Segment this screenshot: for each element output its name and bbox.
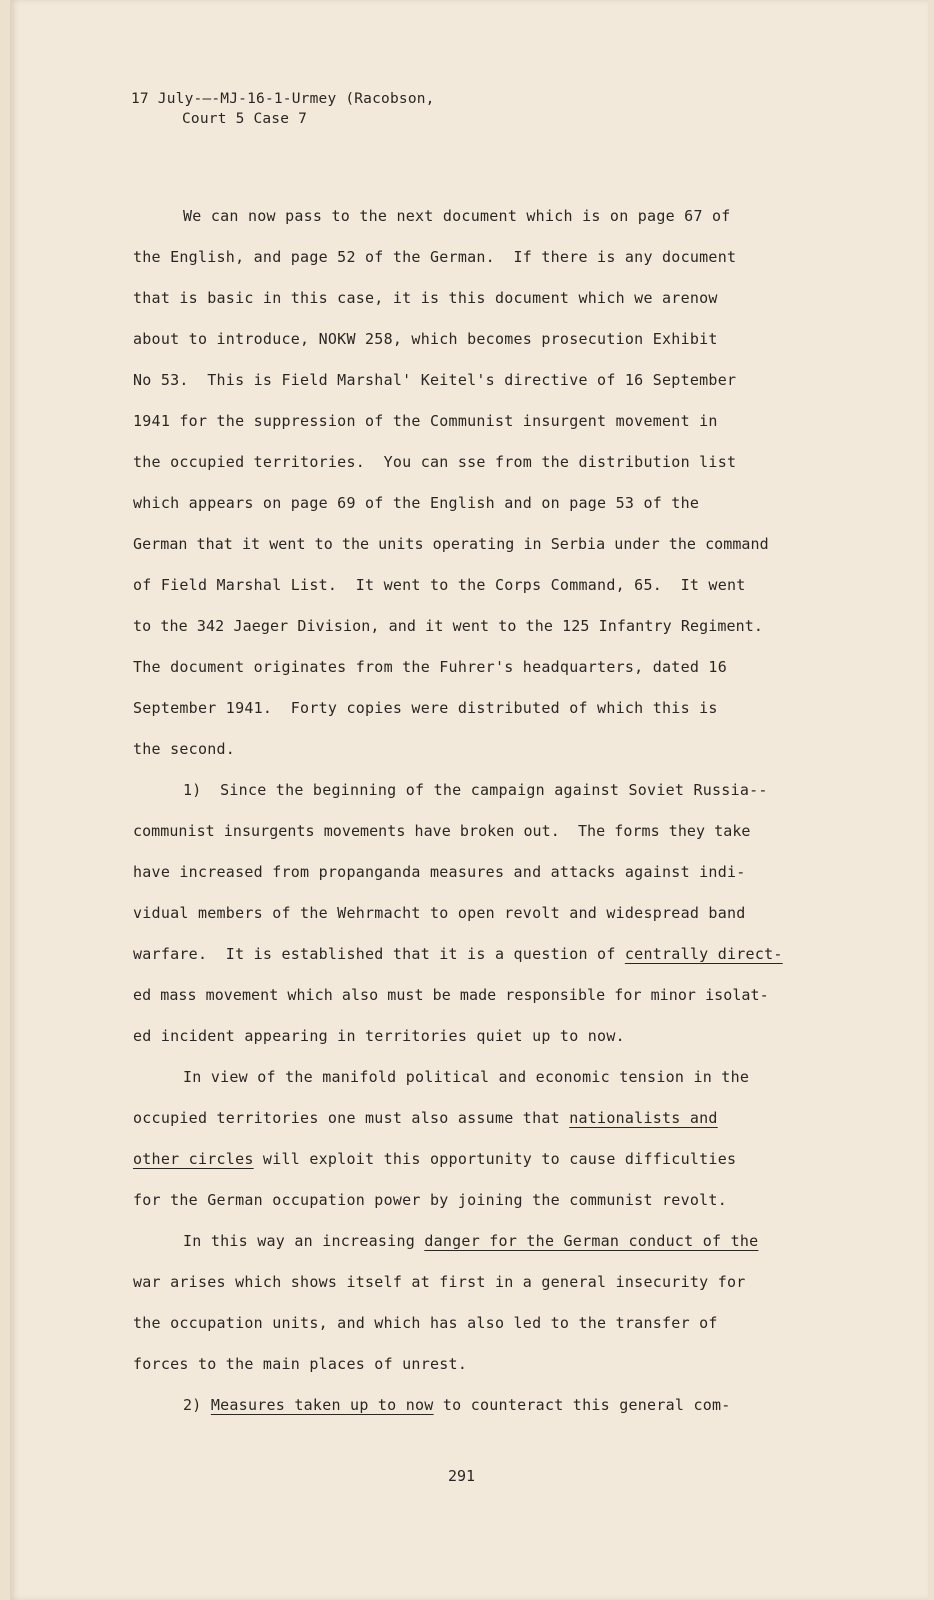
body-line: The document originates from the Fuhrer's headquarters, dated 16 xyxy=(133,658,727,676)
body-text: will exploit this opportunity to cause difficulties xyxy=(253,1150,737,1168)
header-line-2: Court 5 Case 7 xyxy=(182,111,308,127)
header-line-1: 17 July-–-MJ-16-1-Urmey (Racobson, xyxy=(131,91,435,107)
body-line xyxy=(183,1396,731,1414)
underlined-text: nationalists and xyxy=(569,1109,718,1127)
underlined-text: centrally direct- xyxy=(624,945,783,963)
body-line: forces to the main places of unrest. xyxy=(133,1355,468,1373)
underlined-text: other circles xyxy=(133,1150,254,1168)
underlined-text: danger for the German conduct of the xyxy=(424,1232,759,1250)
body-line: about to introduce, NOKW 258, which becomes prosecution Exhibit xyxy=(133,330,718,348)
body-text: warfare. It is established that it is a question of xyxy=(133,945,625,963)
body-text: 2) xyxy=(183,1396,211,1414)
body-line: that is basic in this case, it is this document which we arenow xyxy=(133,289,718,307)
body-line: communist insurgents movements have broken out. The forms they take xyxy=(133,822,751,840)
document-header xyxy=(131,89,435,129)
body-text: In this way an increasing xyxy=(183,1232,425,1250)
body-line: to the 342 Jaeger Division, and it went to the 125 Infantry Regiment. xyxy=(133,617,764,635)
body-line: German that it went to the units operating in Serbia under the command xyxy=(133,535,769,553)
body-line: the occupied territories. You can sse from the distribution list xyxy=(133,453,737,471)
body-line: the second. xyxy=(133,740,236,758)
body-line: In view of the manifold political and economic tension in the xyxy=(183,1068,750,1086)
body-text: occupied territories one must also assume that xyxy=(133,1109,570,1127)
body-line: the occupation units, and which has also led to the transfer of xyxy=(133,1314,718,1332)
underlined-text: Measures taken up to now xyxy=(210,1396,434,1414)
body-line: war arises which shows itself at first in a general insecurity for xyxy=(133,1273,746,1291)
body-line: No 53. This is Field Marshal' Keitel's directive of 16 September xyxy=(133,371,737,389)
body-line xyxy=(133,1109,718,1127)
body-line: which appears on page 69 of the English and on page 53 of the xyxy=(133,494,700,512)
body-line xyxy=(183,1232,758,1250)
body-line xyxy=(133,945,783,963)
body-line: 1941 for the suppression of the Communist insurgent movement in xyxy=(133,412,718,430)
body-line: the English, and page 52 of the German. If there is any document xyxy=(133,248,737,266)
body-line: vidual members of the Wehrmacht to open revolt and widespread band xyxy=(133,904,746,922)
body-line: September 1941. Forty copies were distributed of which this is xyxy=(133,699,718,717)
body-line: ed mass movement which also must be made responsible for minor isolat- xyxy=(133,986,769,1004)
page-number: 291 xyxy=(448,1467,476,1485)
body-line: We can now pass to the next document which is on page 67 of xyxy=(183,207,731,225)
body-line: ed incident appearing in territories quiet up to now. xyxy=(133,1027,625,1045)
body-text: to counteract this general com- xyxy=(433,1396,731,1414)
body-line: have increased from propanganda measures and attacks against indi- xyxy=(133,863,746,881)
body-line xyxy=(133,1150,736,1168)
body-line: of Field Marshal List. It went to the Corps Command, 65. It went xyxy=(133,576,746,594)
body-line: 1) Since the beginning of the campaign against Soviet Russia-- xyxy=(183,781,768,799)
body-line: for the German occupation power by joining the communist revolt. xyxy=(133,1191,727,1209)
